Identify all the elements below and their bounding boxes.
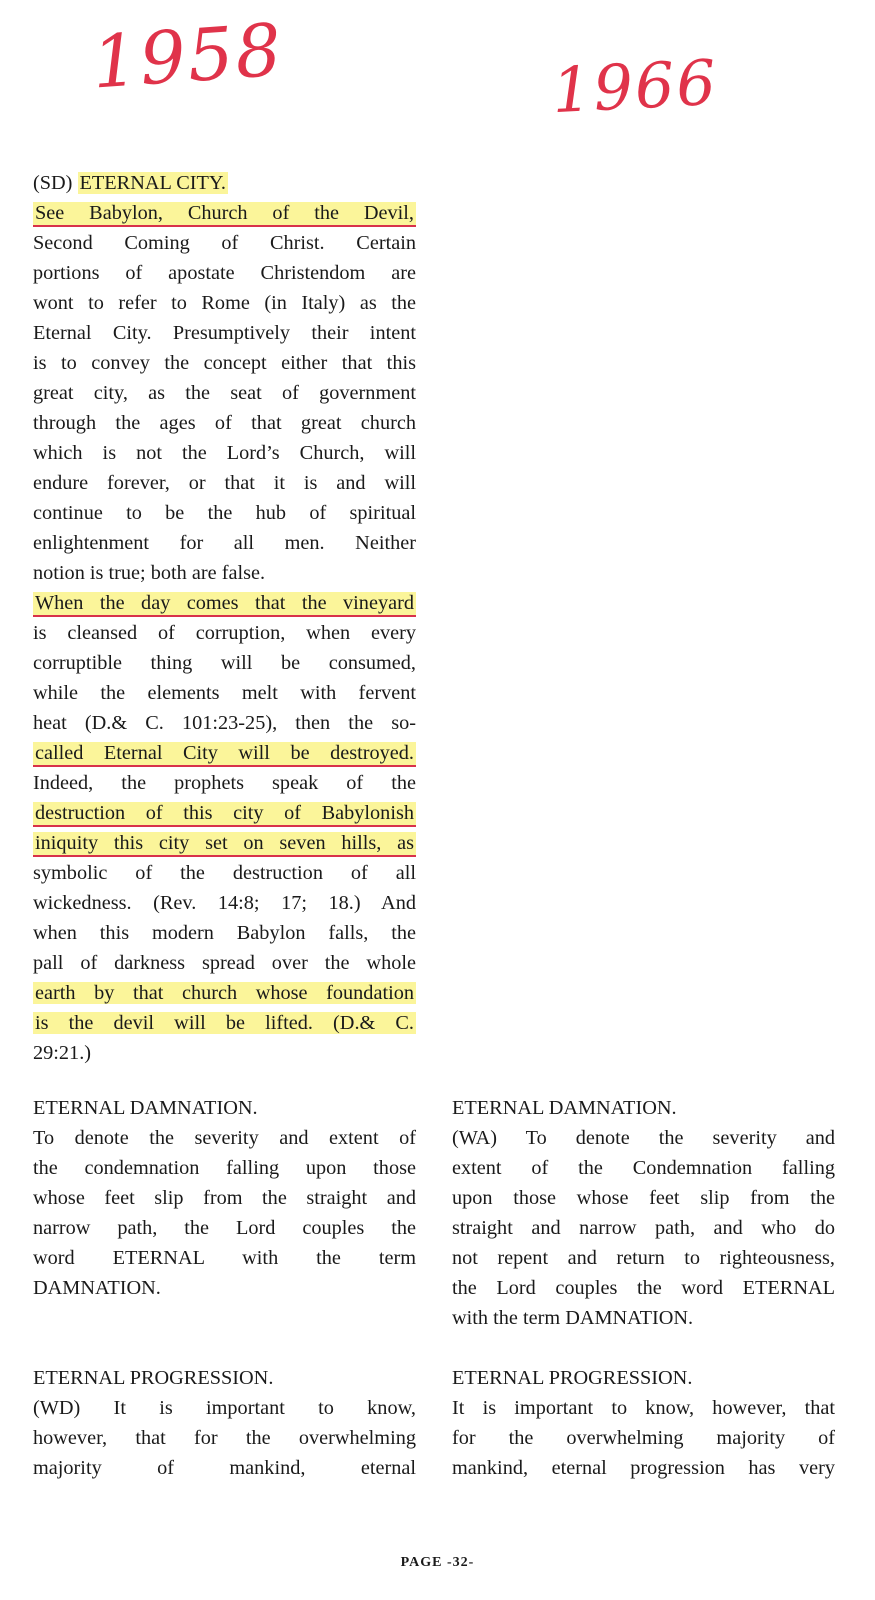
handwritten-year-1966: 1966 [550,45,720,128]
text-line: with the term DAMNATION. [452,1307,694,1329]
text-line: however, that for the overwhelming [33,1427,416,1449]
text-line: extent of the Condemnation falling [452,1157,835,1179]
entry-eternal-progression-1958 [33,1363,416,1483]
entry-title: ETERNAL PROGRESSION. [452,1367,693,1389]
text-line: (WA) To denote the severity and [452,1127,835,1149]
text-line: portions of apostate Christendom are [33,262,416,284]
text-line: wickedness. (Rev. 14:8; 17; 18.) And [33,892,416,914]
text-line: When the day comes that the vineyard [33,588,416,618]
text-line: destruction of this city of Babylonish [33,798,416,828]
text-line: through the ages of that great church [33,412,416,434]
text-line: symbolic of the destruction of all [33,862,416,884]
text-line: whose feet slip from the straight and [33,1187,416,1209]
text-line: enlightenment for all men. Neither [33,532,416,554]
entry-eternal-damnation-1958 [33,1093,416,1303]
text-line: corruptible thing will be consumed, [33,652,416,674]
text-line: notion is true; both are false. [33,562,266,584]
entry-prefix: (SD) [33,172,73,194]
text-line: is to convey the concept either that this [33,352,416,374]
text-line: while the elements melt with fervent [33,682,416,704]
text-line: narrow path, the Lord couples the [33,1217,416,1239]
entry-heading [33,168,416,198]
entry-title: ETERNAL PROGRESSION. [33,1367,274,1389]
entry-title: ETERNAL DAMNATION. [452,1097,677,1119]
text-line: (WD) It is important to know, [33,1397,416,1419]
text-line: heat (D.& C. 101:23-25), then the so- [33,712,416,734]
text-line: endure forever, or that it is and will [33,472,416,494]
text-line: is cleansed of corruption, when every [33,622,416,644]
text-line: called Eternal City will be destroyed. [33,738,416,768]
text-line: not repent and return to righteousness, [452,1247,835,1269]
text-line: earth by that church whose foundation [35,982,414,1004]
text-line: word ETERNAL with the term [33,1247,416,1269]
text-line: great city, as the seat of government [33,382,416,404]
entry-eternal-progression-1966 [452,1363,835,1483]
text-line: mankind, eternal progression has very [452,1457,835,1479]
text-line: majority of mankind, eternal [33,1457,416,1479]
entry-title: ETERNAL DAMNATION. [33,1097,258,1119]
text-line: It is important to know, however, that [452,1397,835,1419]
page-number: PAGE -32- [400,1555,475,1570]
text-line: Eternal City. Presumptively their intent [33,322,416,344]
entry-eternal-city [33,168,416,1068]
text-line: To denote the severity and extent of [33,1127,416,1149]
text-line: Second Coming of Christ. Certain [33,232,416,254]
text-line: pall of darkness spread over the whole [33,952,416,974]
entry-title: ETERNAL CITY. [79,172,226,194]
text-line: Indeed, the prophets speak of the [33,772,416,794]
text-line: straight and narrow path, and who do [452,1217,835,1239]
text-line: the condemnation falling upon those [33,1157,416,1179]
text-line: when this modern Babylon falls, the [33,922,416,944]
text-line: is the devil will be lifted. (D.& C. [35,1012,414,1034]
text-line: wont to refer to Rome (in Italy) as the [33,292,416,314]
text-line: for the overwhelming majority of [452,1427,835,1449]
entry-eternal-damnation-1966 [452,1093,835,1333]
text-line: See Babylon, Church of the Devil, [33,198,416,228]
text-line: the Lord couples the word ETERNAL [452,1277,835,1299]
text-line: continue to be the hub of spiritual [33,502,416,524]
handwritten-year-1958: 1958 [89,7,286,105]
text-line: DAMNATION. [33,1277,161,1299]
text-line: 29:21.) [33,1042,92,1064]
text-line: iniquity this city set on seven hills, as [33,828,416,858]
text-line: which is not the Lord’s Church, will [33,442,416,464]
text-line: upon those whose feet slip from the [452,1187,835,1209]
